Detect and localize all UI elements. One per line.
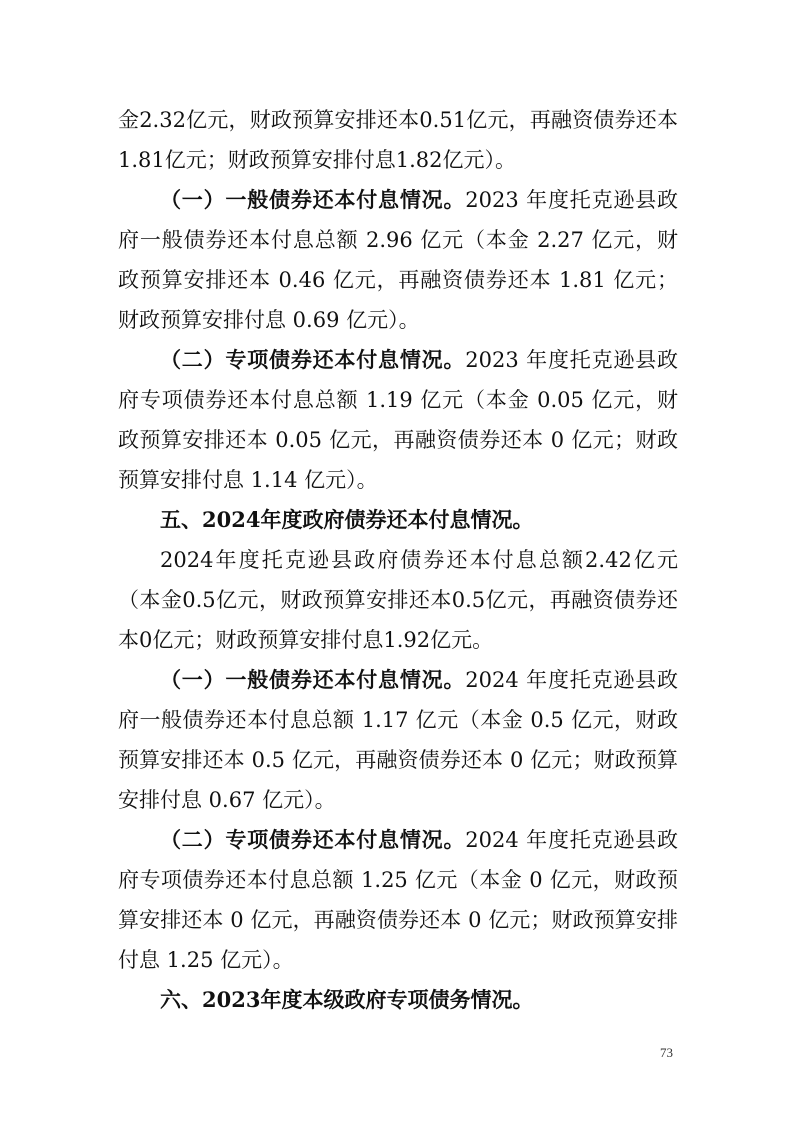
- paragraph-lead: （一）一般债券还本付息情况。: [160, 187, 466, 212]
- paragraph-text: 金2.32亿元，财政预算安排还本0.51亿元，再融资债券还本1.81亿元；财政预算安排付息1.82亿元）。: [118, 108, 678, 172]
- paragraph-text: 2023 年度托克逊县政府一般债券还本付息总额 2.96 亿元（本金 2.27 亿元，财政预算安排还本 0.46 亿元，再融资债券还本 1.81 亿元；财政预算安排付息 0.69 亿元）。: [118, 188, 678, 332]
- paragraph-lead: （一）一般债券还本付息情况。: [160, 667, 466, 692]
- paragraph-special-bonds-2023: [118, 340, 678, 500]
- section-heading-five: [118, 500, 678, 540]
- heading-text: 六、2023年度本级政府专项债务情况。: [160, 987, 534, 1012]
- paragraph-text: 2024年度托克逊县政府债券还本付息总额2.42亿元（本金0.5亿元，财政预算安排还本0.5亿元，再融资债券还本0亿元；财政预算安排付息1.92亿元。: [118, 548, 678, 652]
- paragraph-text: 2023 年度托克逊县政府专项债券还本付息总额 1.19 亿元（本金 0.05 亿元，财政预算安排还本 0.05 亿元，再融资债券还本 0 亿元；财政预算安排付息 1.14 亿元）。: [118, 348, 678, 492]
- paragraph-lead: （二）专项债券还本付息情况。: [160, 827, 466, 852]
- paragraph-lead: （二）专项债券还本付息情况。: [160, 347, 466, 372]
- heading-text: 五、2024年度政府债券还本付息情况。: [160, 507, 534, 532]
- paragraph-text: 2024 年度托克逊县政府专项债券还本付息总额 1.25 亿元（本金 0 亿元，财政预算安排还本 0 亿元，再融资债券还本 0 亿元；财政预算安排付息 1.25 亿元）。: [118, 828, 678, 972]
- paragraph-general-bonds-2023: [118, 180, 678, 340]
- paragraph-text: 2024 年度托克逊县政府一般债券还本付息总额 1.17 亿元（本金 0.5 亿元，财政预算安排还本 0.5 亿元，再融资债券还本 0 亿元；财政预算安排付息 0.67 亿元）。: [118, 668, 678, 812]
- paragraph-general-bonds-2024: [118, 660, 678, 820]
- paragraph-continuation: [118, 100, 678, 180]
- section-heading-six: [118, 980, 678, 1020]
- page-number: 73: [660, 1045, 673, 1060]
- paragraph-total-2024: [118, 540, 678, 660]
- paragraph-special-bonds-2024: [118, 820, 678, 980]
